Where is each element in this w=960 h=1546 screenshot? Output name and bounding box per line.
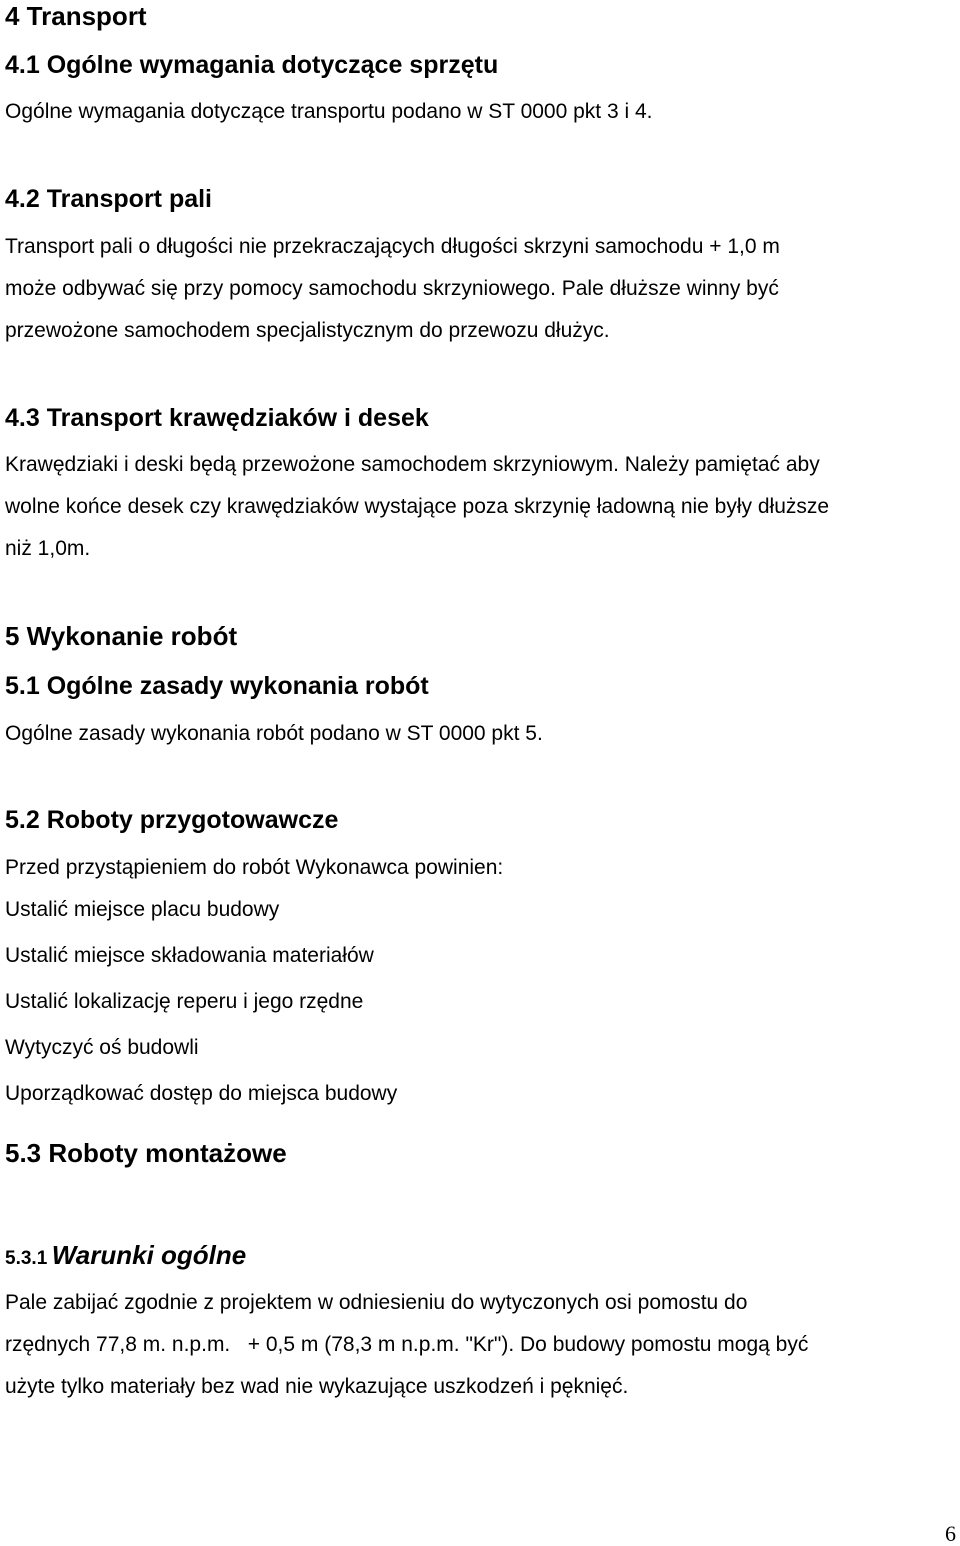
heading-section-5-2: 5.2 Roboty przygotowawcze: [5, 806, 339, 834]
paragraph-line: niż 1,0m.: [5, 537, 91, 560]
heading-title: Warunki ogólne: [51, 1240, 247, 1270]
paragraph-line: Ogólne zasady wykonania robót podano w ST 0000 pkt 5.: [5, 722, 543, 745]
list-item: Uporządkować dostęp do miejsca budowy: [5, 1082, 398, 1105]
heading-section-4: 4 Transport: [5, 1, 147, 31]
paragraph-line: Krawędziaki i deski będą przewożone samochodem skrzyniowym. Należy pamiętać aby: [5, 453, 820, 476]
list-item: Ustalić miejsce składowania materiałów: [5, 944, 374, 967]
list-item: Ustalić miejsce placu budowy: [5, 898, 280, 921]
heading-section-5-3: 5.3 Roboty montażowe: [5, 1138, 287, 1168]
heading-number: 5.3.1: [5, 1248, 48, 1269]
list-item: Wytyczyć oś budowli: [5, 1036, 199, 1059]
paragraph-line: Transport pali o długości nie przekraczających długości skrzyni samochodu + 1,0 m: [5, 235, 780, 258]
heading-section-5-3-1: [5, 1242, 246, 1268]
heading-section-4-2: 4.2 Transport pali: [5, 185, 213, 213]
paragraph-line: Przed przystąpieniem do robót Wykonawca powinien:: [5, 856, 504, 879]
heading-section-4-1: 4.1 Ogólne wymagania dotyczące sprzętu: [5, 51, 499, 79]
paragraph-line: rzędnych 77,8 m. n.p.m. + 0,5 m (78,3 m n.p.m. "Kr"). Do budowy pomostu mogą być: [5, 1333, 809, 1356]
list-item: Ustalić lokalizację reperu i jego rzędne: [5, 990, 364, 1013]
paragraph-line: wolne końce desek czy krawędziaków wystające poza skrzynię ładowną nie były dłuższe: [5, 495, 830, 518]
paragraph-line: Pale zabijać zgodnie z projektem w odniesieniu do wytyczonych osi pomostu do: [5, 1291, 748, 1314]
heading-section-4-3: 4.3 Transport krawędziaków i desek: [5, 404, 429, 432]
heading-section-5-1: 5.1 Ogólne zasady wykonania robót: [5, 672, 429, 700]
paragraph-line: użyte tylko materiały bez wad nie wykazujące uszkodzeń i pęknięć.: [5, 1375, 629, 1398]
paragraph-line: może odbywać się przy pomocy samochodu skrzyniowego. Pale dłuższe winny być: [5, 277, 779, 300]
paragraph-line: przewożone samochodem specjalistycznym do przewozu dłużyc.: [5, 319, 610, 342]
heading-section-5: 5 Wykonanie robót: [5, 621, 238, 651]
paragraph-line: Ogólne wymagania dotyczące transportu podano w ST 0000 pkt 3 i 4.: [5, 100, 653, 123]
page-number: 6: [945, 1521, 956, 1546]
